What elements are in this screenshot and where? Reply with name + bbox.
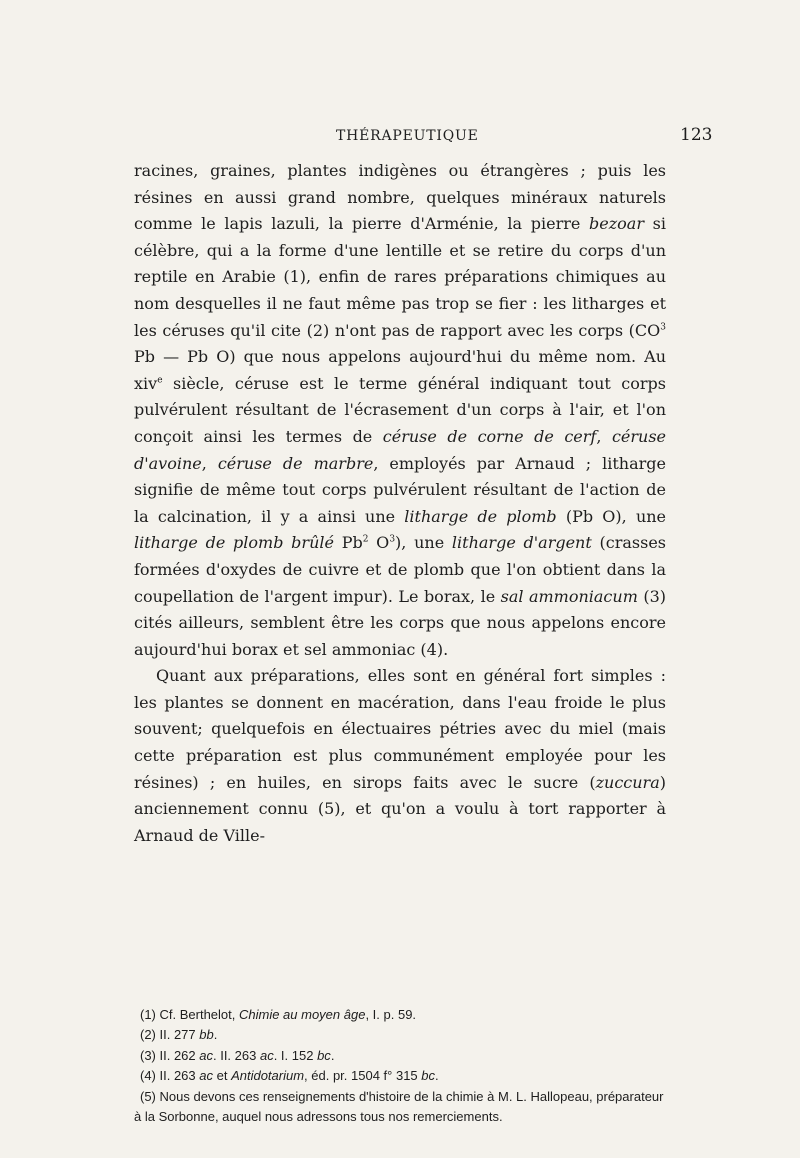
text-run: .	[435, 1068, 439, 1084]
running-title: THÉRAPEUTIQUE	[336, 128, 479, 144]
page-number: 123	[680, 125, 713, 145]
text-run: (3) II. 262	[140, 1047, 200, 1063]
italic-term: litharge de plomb	[404, 506, 557, 526]
text-run: ) anciennement connu (5), et qu'on a voulu à tort rapporter à Arnaud de Ville-	[134, 772, 666, 845]
text-run: si célèbre, qui a la forme d'une lentille et se retire du corps d'un reptile en Arabie (1), enfin de rares préparations chimiques au nom desquelles il ne faut même pas trop se fier : les litharges et les céruses qu'il cite (2) n'ont pas de rapport avec les corps (CO	[134, 214, 666, 340]
italic-term: Antidotarium	[231, 1068, 305, 1084]
italic-term: bc	[317, 1047, 331, 1063]
text-run: (5) Nous devons ces renseignements d'histoire de la chimie à M. L. Hallopeau, préparateur à la Sorbonne, auquel nous adressons tous nos remerciements.	[134, 1088, 664, 1125]
footnote-5	[134, 1087, 666, 1128]
text-run: , éd. pr. 1504 f° 315	[304, 1068, 422, 1084]
text-run: . I. 152	[273, 1047, 318, 1063]
text-run: . II. 263	[212, 1047, 260, 1063]
text-run: (Pb O), une	[556, 506, 667, 526]
italic-term: Chimie au moyen âge	[238, 1007, 366, 1022]
superscript: 2	[362, 534, 369, 545]
footnote-4	[134, 1066, 666, 1086]
footnote-3	[134, 1046, 666, 1066]
italic-term: litharge d'argent	[451, 533, 592, 553]
italic-term: céruse de corne de cerf	[382, 426, 597, 446]
italic-term: bc	[421, 1068, 436, 1084]
body-text	[134, 158, 666, 849]
text-run: ), une	[395, 533, 452, 553]
text-run: (1) Cf. Berthelot,	[140, 1007, 239, 1022]
text-run: , employés par Arnaud ; litharge signifie de même tout corps pulvérulent résultant de l'action de la calcination, il y a ainsi une	[134, 453, 666, 526]
italic-term: ac	[199, 1047, 213, 1063]
text-run: Pb	[333, 533, 363, 553]
italic-term: litharge de plomb brûlé	[134, 533, 334, 553]
text-run: ,	[596, 426, 612, 446]
text-run: .	[330, 1047, 335, 1063]
superscript: e	[157, 375, 163, 386]
paragraph-2	[134, 663, 666, 849]
footnotes	[134, 1005, 666, 1127]
text-run: (2) II. 277	[140, 1027, 200, 1043]
text-run: O	[368, 533, 390, 553]
italic-term: ac	[259, 1047, 274, 1063]
italic-term: bezoar	[589, 214, 644, 234]
text-run: racines, graines, plantes indigènes ou étrangères ; puis les résines en aussi grand nombre, quelques minéraux naturels comme le lapis lazuli, la pierre d'Arménie, la pierre	[134, 161, 666, 234]
text-run: et	[212, 1068, 232, 1084]
footnote-1	[134, 1005, 666, 1025]
italic-term: céruse d'avoine	[134, 426, 667, 473]
superscript: 3	[660, 322, 666, 333]
text-run: (3) cités ailleurs, semblent être les corps que nous appelons encore aujourd'hui borax et sel ammoniac (4).	[134, 586, 666, 659]
text-run: Quant aux préparations, elles sont en général fort simples : les plantes se donnent en macération, dans l'eau froide le plus souvent; quelquefois en électuaires pétries avec du miel (mais cette préparation est plus communément employée pour les résines) ; en huiles, en sirops faits avec le sucre (	[134, 666, 666, 792]
italic-term: sal ammoniacum	[500, 586, 638, 606]
text-run: siècle, céruse est le terme général indiquant tout corps pulvérulent résultant de l'écrasement d'un corps à l'air, et l'on conçoit ainsi les termes de	[134, 373, 666, 446]
text-run: .	[213, 1027, 218, 1043]
paragraph-1	[134, 158, 666, 663]
italic-term: bb	[199, 1027, 214, 1043]
running-header	[0, 125, 800, 150]
text-run: , I. p. 59.	[365, 1007, 417, 1022]
text-run: (crasses formées d'oxydes de cuivre et de plomb que l'on obtient dans la coupellation de l'argent impur). Le borax, le	[134, 533, 667, 606]
italic-term: ac	[199, 1068, 213, 1084]
italic-term: céruse de marbre	[217, 453, 374, 473]
text-run: ,	[201, 453, 218, 473]
text-run: (4) II. 263	[140, 1068, 200, 1084]
text-run: Pb — Pb O) que nous appelons aujourd'hui du même nom. Au xiv	[134, 347, 666, 393]
italic-term: zuccura	[595, 772, 660, 792]
footnote-2	[134, 1025, 666, 1045]
superscript: 3	[389, 534, 396, 545]
